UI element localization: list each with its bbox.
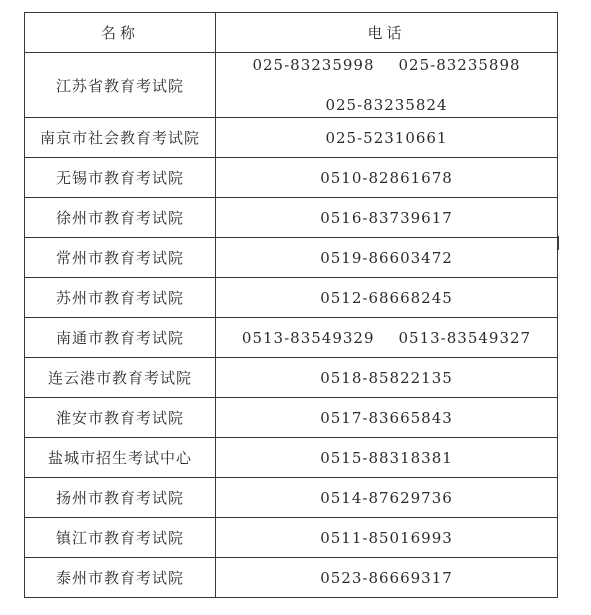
table-edge-mark xyxy=(557,236,559,250)
phone-number: 0518-85822135 xyxy=(216,358,558,398)
table-row xyxy=(25,478,558,518)
table-row xyxy=(25,278,558,318)
office-name: 镇江市教育考试院 xyxy=(25,518,216,558)
phone-number: 0514-87629736 xyxy=(216,478,558,518)
phone-number: 0510-82861678 xyxy=(216,158,558,198)
office-name: 连云港市教育考试院 xyxy=(25,358,216,398)
phone-number: 025-83235898 xyxy=(398,56,521,74)
phone-number: 0512-68668245 xyxy=(216,278,558,318)
office-name: 徐州市教育考试院 xyxy=(25,198,216,238)
table-row xyxy=(25,118,558,158)
table-row xyxy=(25,238,558,278)
phone-number: 0515-88318381 xyxy=(216,438,558,478)
phone-line xyxy=(216,95,557,115)
office-name: 扬州市教育考试院 xyxy=(25,478,216,518)
phone-number: 025-83235998 xyxy=(252,56,375,74)
table-row xyxy=(25,358,558,398)
phone-line xyxy=(242,329,531,347)
table-header-row xyxy=(25,13,558,53)
phone-number: 025-83235824 xyxy=(325,96,448,114)
exam-office-contact-table xyxy=(24,12,558,598)
office-name: 江苏省教育考试院 xyxy=(25,53,216,118)
table-row xyxy=(25,398,558,438)
table-row xyxy=(25,53,558,118)
table-row xyxy=(25,158,558,198)
table-row xyxy=(25,318,558,358)
phone-number: 0516-83739617 xyxy=(216,198,558,238)
office-name: 无锡市教育考试院 xyxy=(25,158,216,198)
office-name: 淮安市教育考试院 xyxy=(25,398,216,438)
phone-number: 0513-83549329 xyxy=(241,328,375,347)
contact-table-container xyxy=(24,12,557,598)
table-row xyxy=(25,198,558,238)
phone-cell xyxy=(216,53,558,118)
phone-number: 0517-83665843 xyxy=(216,398,558,438)
phone-number: 0519-86603472 xyxy=(216,238,558,278)
office-name: 泰州市教育考试院 xyxy=(25,558,216,598)
phone-number: 0523-86669317 xyxy=(216,558,558,598)
office-name: 苏州市教育考试院 xyxy=(25,278,216,318)
phone-number: 025-52310661 xyxy=(216,118,558,158)
office-name: 南京市社会教育考试院 xyxy=(25,118,216,158)
phone-line xyxy=(216,55,557,75)
office-name: 南通市教育考试院 xyxy=(25,318,216,358)
office-name: 常州市教育考试院 xyxy=(25,238,216,278)
table-row xyxy=(25,438,558,478)
table-row xyxy=(25,518,558,558)
phone-number: 0511-85016993 xyxy=(216,518,558,558)
phone-cell xyxy=(216,318,558,358)
header-phone: 电话 xyxy=(216,13,558,53)
office-name: 盐城市招生考试中心 xyxy=(25,438,216,478)
header-name: 名称 xyxy=(25,13,216,53)
table-row xyxy=(25,558,558,598)
phone-number: 0513-83549327 xyxy=(398,328,532,347)
